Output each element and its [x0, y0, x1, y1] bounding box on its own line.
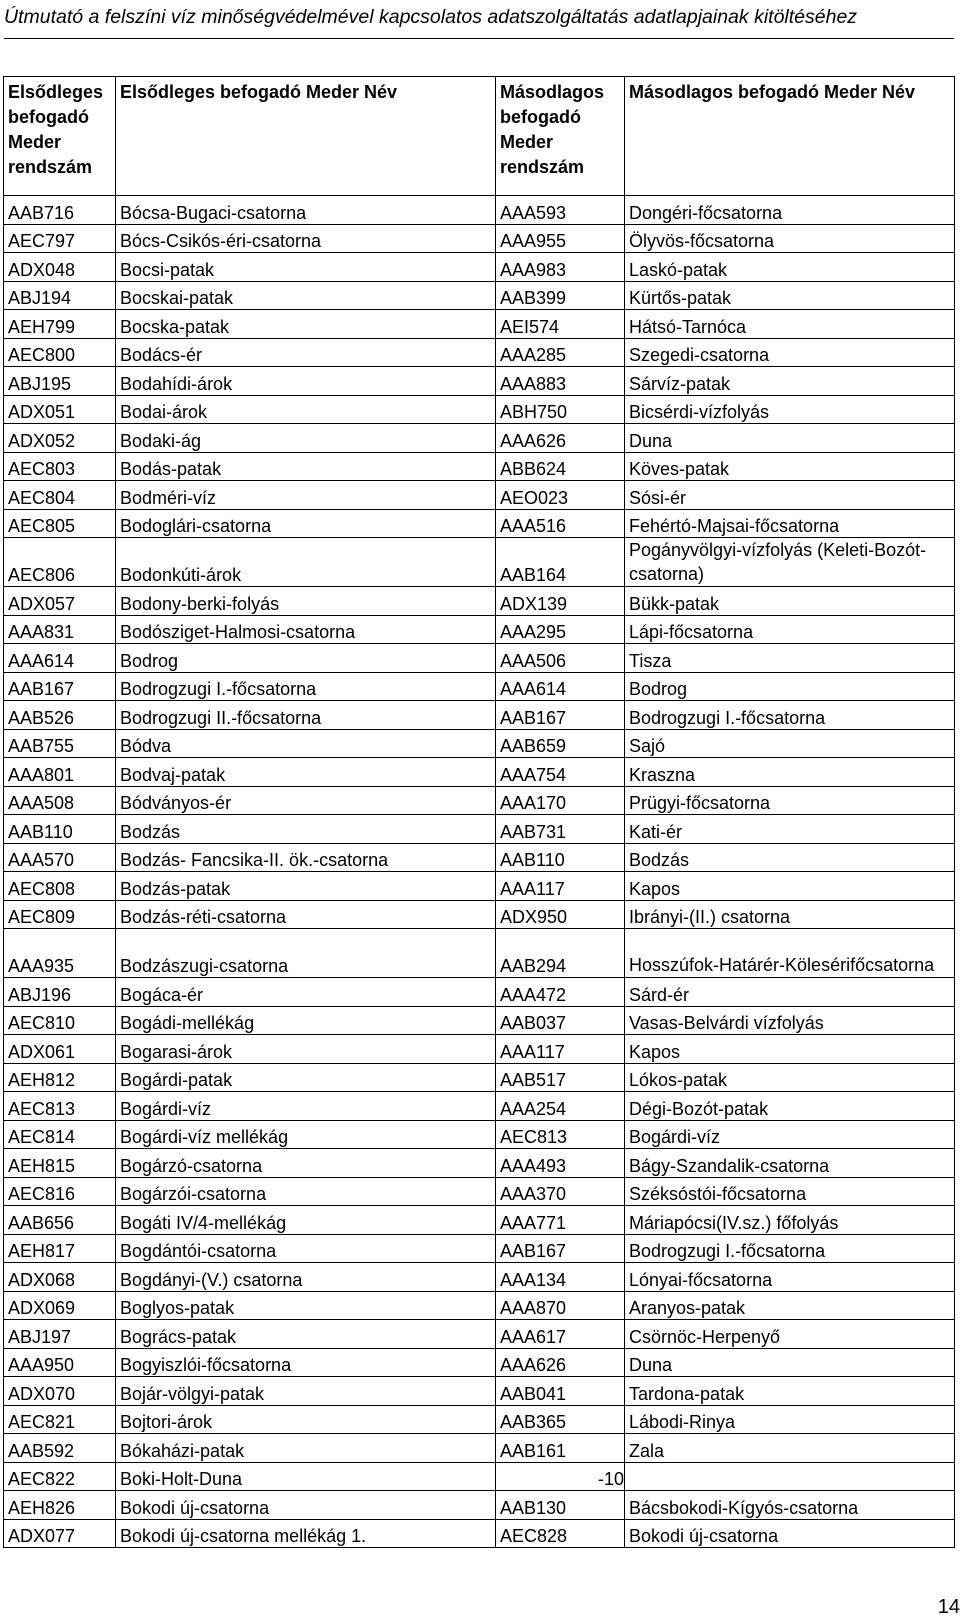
- primary-name-cell: Bodzás-réti-csatorna: [116, 900, 496, 929]
- secondary-code-cell: AEI574: [496, 310, 625, 339]
- secondary-name-cell: Prügyi-főcsatorna: [625, 786, 955, 815]
- primary-code-cell: AEC797: [4, 224, 116, 253]
- primary-code-cell: ABJ195: [4, 367, 116, 396]
- primary-name-cell: Bojtori-árok: [116, 1405, 496, 1434]
- primary-name-cell: Boki-Holt-Duna: [116, 1462, 496, 1491]
- table-row: [4, 1405, 955, 1434]
- primary-name-cell: Bodméri-víz: [116, 481, 496, 510]
- secondary-name-cell: Kraszna: [625, 758, 955, 787]
- table-row: [4, 338, 955, 367]
- secondary-code-cell: AAA771: [496, 1206, 625, 1235]
- secondary-name-cell: Lókos-patak: [625, 1063, 955, 1092]
- primary-name-cell: Bogádi-mellékág: [116, 1006, 496, 1035]
- primary-name-cell: Bódva: [116, 729, 496, 758]
- table-row: [4, 1063, 955, 1092]
- secondary-name-cell: Bodrogzugi I.-főcsatorna: [625, 1234, 955, 1263]
- table-row: [4, 452, 955, 481]
- secondary-code-cell: AAA472: [496, 978, 625, 1007]
- primary-code-cell: ABJ194: [4, 281, 116, 310]
- primary-code-cell: AEH799: [4, 310, 116, 339]
- primary-name-cell: Bogáti IV/4-mellékág: [116, 1206, 496, 1235]
- secondary-name-cell: Hosszúfok-Határér-Kölesérifőcsatorna: [625, 929, 955, 978]
- table-row: [4, 1263, 955, 1292]
- table-row: [4, 644, 955, 673]
- table-row: [4, 253, 955, 282]
- primary-name-cell: Bogdányi-(V.) csatorna: [116, 1263, 496, 1292]
- secondary-code-cell: AAA955: [496, 224, 625, 253]
- primary-code-cell: AAA831: [4, 615, 116, 644]
- secondary-code-cell: AAA295: [496, 615, 625, 644]
- secondary-code-cell: AAA506: [496, 644, 625, 673]
- primary-name-cell: Bogdántói-csatorna: [116, 1234, 496, 1263]
- table-row: [4, 900, 955, 929]
- secondary-name-cell: Köves-patak: [625, 452, 955, 481]
- secondary-name-cell: Bodrogzugi I.-főcsatorna: [625, 701, 955, 730]
- primary-name-cell: Bódványos-ér: [116, 786, 496, 815]
- primary-name-cell: Bojár-völgyi-patak: [116, 1377, 496, 1406]
- secondary-name-cell: Sárvíz-patak: [625, 367, 955, 396]
- table-row: [4, 786, 955, 815]
- secondary-name-cell: Tisza: [625, 644, 955, 673]
- secondary-code-cell: AAA626: [496, 424, 625, 453]
- secondary-code-cell: AAB731: [496, 815, 625, 844]
- secondary-code-cell: AEC828: [496, 1519, 625, 1548]
- secondary-name-cell: Duna: [625, 424, 955, 453]
- secondary-code-cell: ADX139: [496, 587, 625, 616]
- primary-name-cell: Bogárzói-csatorna: [116, 1177, 496, 1206]
- table-row: [4, 1377, 955, 1406]
- secondary-code-cell: AAB294: [496, 929, 625, 978]
- table-row: [4, 672, 955, 701]
- table-row: [4, 758, 955, 787]
- secondary-name-cell: Lábodi-Rinya: [625, 1405, 955, 1434]
- primary-name-cell: Bodrogzugi I.-főcsatorna: [116, 672, 496, 701]
- secondary-name-cell: Szegedi-csatorna: [625, 338, 955, 367]
- secondary-code-cell: AAA370: [496, 1177, 625, 1206]
- column-header-primary-code: Elsődleges befogadó Meder rendszám: [4, 77, 116, 196]
- primary-name-cell: Bodrogzugi II.-főcsatorna: [116, 701, 496, 730]
- table-row: [4, 538, 955, 587]
- secondary-code-cell: ABB624: [496, 452, 625, 481]
- primary-name-cell: Bogáca-ér: [116, 978, 496, 1007]
- primary-code-cell: AAB110: [4, 815, 116, 844]
- primary-code-cell: AAB526: [4, 701, 116, 730]
- secondary-name-cell: Laskó-patak: [625, 253, 955, 282]
- primary-name-cell: Bodács-ér: [116, 338, 496, 367]
- table-header-row: [4, 77, 955, 196]
- secondary-code-cell: AEO023: [496, 481, 625, 510]
- secondary-name-cell: Fehértó-Majsai-főcsatorna: [625, 509, 955, 538]
- table-row: [4, 1462, 955, 1491]
- primary-code-cell: AAA801: [4, 758, 116, 787]
- secondary-name-cell: Hátsó-Tarnóca: [625, 310, 955, 339]
- primary-name-cell: Bodzás- Fancsika-II. ök.-csatorna: [116, 843, 496, 872]
- document-header: [4, 4, 954, 39]
- secondary-code-cell: ABH750: [496, 395, 625, 424]
- secondary-name-cell: Máriapócsi(IV.sz.) főfolyás: [625, 1206, 955, 1235]
- table-row: [4, 1177, 955, 1206]
- table-row: [4, 929, 955, 978]
- secondary-name-cell: Sósi-ér: [625, 481, 955, 510]
- primary-name-cell: Bogárdi-víz: [116, 1092, 496, 1121]
- primary-code-cell: ADX048: [4, 253, 116, 282]
- primary-code-cell: AEH812: [4, 1063, 116, 1092]
- primary-code-cell: AEC822: [4, 1462, 116, 1491]
- table-row: [4, 729, 955, 758]
- secondary-code-cell: AAA170: [496, 786, 625, 815]
- secondary-code-cell: AAA593: [496, 196, 625, 225]
- table-row: [4, 872, 955, 901]
- secondary-code-cell: AAB365: [496, 1405, 625, 1434]
- primary-code-cell: AEH817: [4, 1234, 116, 1263]
- secondary-name-cell: Bükk-patak: [625, 587, 955, 616]
- secondary-name-cell: Dégi-Bozót-patak: [625, 1092, 955, 1121]
- secondary-code-cell: AAB161: [496, 1434, 625, 1463]
- secondary-name-cell: Kapos: [625, 1035, 955, 1064]
- table-row: [4, 395, 955, 424]
- secondary-name-cell: Pogányvölgyi-vízfolyás (Keleti-Bozót-csatorna): [625, 538, 955, 587]
- watercourse-table: [3, 76, 955, 1548]
- primary-name-cell: Bogyiszlói-főcsatorna: [116, 1348, 496, 1377]
- primary-name-cell: Bodzászugi-csatorna: [116, 929, 496, 978]
- table-row: [4, 481, 955, 510]
- primary-name-cell: Bodás-patak: [116, 452, 496, 481]
- table-row: [4, 1434, 955, 1463]
- primary-name-cell: Bókaházi-patak: [116, 1434, 496, 1463]
- secondary-code-cell: AAA285: [496, 338, 625, 367]
- primary-name-cell: Bokodi új-csatorna mellékág 1.: [116, 1519, 496, 1548]
- secondary-name-cell: Ölyvös-főcsatorna: [625, 224, 955, 253]
- primary-name-cell: Bogárdi-víz mellékág: [116, 1120, 496, 1149]
- secondary-code-cell: AAA493: [496, 1149, 625, 1178]
- primary-code-cell: ABJ196: [4, 978, 116, 1007]
- secondary-code-cell: AAB037: [496, 1006, 625, 1035]
- primary-code-cell: AAB592: [4, 1434, 116, 1463]
- primary-code-cell: ADX069: [4, 1291, 116, 1320]
- secondary-code-cell: AAA754: [496, 758, 625, 787]
- column-header-primary-name: Elsődleges befogadó Meder Név: [116, 77, 496, 196]
- table-row: [4, 978, 955, 1007]
- primary-code-cell: AAA614: [4, 644, 116, 673]
- secondary-code-cell: AAA117: [496, 1035, 625, 1064]
- primary-code-cell: ADX077: [4, 1519, 116, 1548]
- primary-code-cell: ADX061: [4, 1035, 116, 1064]
- secondary-name-cell: Dongéri-főcsatorna: [625, 196, 955, 225]
- primary-code-cell: ABJ197: [4, 1320, 116, 1349]
- table-row: [4, 1206, 955, 1235]
- primary-name-cell: Bodahídi-árok: [116, 367, 496, 396]
- table-row: [4, 1519, 955, 1548]
- table-row: [4, 843, 955, 872]
- primary-name-cell: Bogarasi-árok: [116, 1035, 496, 1064]
- table-row: [4, 367, 955, 396]
- table-row: [4, 224, 955, 253]
- primary-code-cell: AAA950: [4, 1348, 116, 1377]
- primary-code-cell: AEC804: [4, 481, 116, 510]
- secondary-code-cell: AAA983: [496, 253, 625, 282]
- secondary-code-cell: ADX950: [496, 900, 625, 929]
- secondary-code-cell: AAA883: [496, 367, 625, 396]
- primary-code-cell: AEC805: [4, 509, 116, 538]
- primary-name-cell: Bodvaj-patak: [116, 758, 496, 787]
- table-row: [4, 310, 955, 339]
- primary-code-cell: AEH826: [4, 1491, 116, 1520]
- primary-name-cell: Bodósziget-Halmosi-csatorna: [116, 615, 496, 644]
- primary-name-cell: Bodoglári-csatorna: [116, 509, 496, 538]
- table-row: [4, 1120, 955, 1149]
- secondary-name-cell: Sárd-ér: [625, 978, 955, 1007]
- table-row: [4, 1006, 955, 1035]
- secondary-code-cell: AAA614: [496, 672, 625, 701]
- primary-code-cell: ADX052: [4, 424, 116, 453]
- secondary-code-cell: AAA626: [496, 1348, 625, 1377]
- primary-code-cell: AAA508: [4, 786, 116, 815]
- primary-name-cell: Bodony-berki-folyás: [116, 587, 496, 616]
- secondary-code-cell: AEC813: [496, 1120, 625, 1149]
- page-number: 14: [937, 1596, 960, 1618]
- secondary-name-cell: Bodrog: [625, 672, 955, 701]
- table-row: [4, 1149, 955, 1178]
- table-row: [4, 509, 955, 538]
- table-row: [4, 196, 955, 225]
- secondary-name-cell: Lónyai-főcsatorna: [625, 1263, 955, 1292]
- primary-name-cell: Bodai-árok: [116, 395, 496, 424]
- secondary-code-cell: AAB167: [496, 701, 625, 730]
- secondary-name-cell: Kati-ér: [625, 815, 955, 844]
- table-row: [4, 281, 955, 310]
- primary-name-cell: Bogárdi-patak: [116, 1063, 496, 1092]
- primary-code-cell: ADX051: [4, 395, 116, 424]
- column-header-secondary-name: Másodlagos befogadó Meder Név: [625, 77, 955, 196]
- primary-code-cell: AEC803: [4, 452, 116, 481]
- secondary-name-cell: Duna: [625, 1348, 955, 1377]
- primary-code-cell: ADX068: [4, 1263, 116, 1292]
- secondary-code-cell: AAA254: [496, 1092, 625, 1121]
- secondary-name-cell: Aranyos-patak: [625, 1291, 955, 1320]
- primary-code-cell: AEC806: [4, 538, 116, 587]
- secondary-code-cell: AAA117: [496, 872, 625, 901]
- secondary-name-cell: Vasas-Belvárdi vízfolyás: [625, 1006, 955, 1035]
- secondary-code-cell: AAB041: [496, 1377, 625, 1406]
- primary-name-cell: Bocsi-patak: [116, 253, 496, 282]
- secondary-code-cell: AAA516: [496, 509, 625, 538]
- table-row: [4, 1291, 955, 1320]
- primary-code-cell: AEC813: [4, 1092, 116, 1121]
- secondary-name-cell: Széksóstói-főcsatorna: [625, 1177, 955, 1206]
- secondary-code-cell: AAB110: [496, 843, 625, 872]
- primary-code-cell: AEC816: [4, 1177, 116, 1206]
- primary-name-cell: Bocskai-patak: [116, 281, 496, 310]
- table-row: [4, 1320, 955, 1349]
- table-row: [4, 1348, 955, 1377]
- secondary-code-cell: -10: [496, 1462, 625, 1491]
- secondary-name-cell: Kapos: [625, 872, 955, 901]
- primary-code-cell: AEC808: [4, 872, 116, 901]
- secondary-name-cell: Tardona-patak: [625, 1377, 955, 1406]
- primary-code-cell: ADX070: [4, 1377, 116, 1406]
- document-title: Útmutató a felszíni víz minőségvédelmével kapcsolatos adatszolgáltatás adatlapjainak kitöltéséhez: [4, 6, 858, 28]
- secondary-code-cell: AAB167: [496, 1234, 625, 1263]
- primary-code-cell: AAB167: [4, 672, 116, 701]
- table-row: [4, 1491, 955, 1520]
- secondary-code-cell: AAA870: [496, 1291, 625, 1320]
- secondary-name-cell: Bágy-Szandalik-csatorna: [625, 1149, 955, 1178]
- secondary-code-cell: AAB659: [496, 729, 625, 758]
- secondary-code-cell: AAB130: [496, 1491, 625, 1520]
- secondary-name-cell: Bokodi új-csatorna: [625, 1519, 955, 1548]
- primary-code-cell: ADX057: [4, 587, 116, 616]
- table-row: [4, 1092, 955, 1121]
- primary-name-cell: Bodrog: [116, 644, 496, 673]
- secondary-code-cell: AAB399: [496, 281, 625, 310]
- table-body: [4, 196, 955, 1548]
- table-row: [4, 1035, 955, 1064]
- primary-code-cell: AAB656: [4, 1206, 116, 1235]
- secondary-name-cell: Bácsbokodi-Kígyós-csatorna: [625, 1491, 955, 1520]
- secondary-name-cell: Csörnöc-Herpenyő: [625, 1320, 955, 1349]
- primary-code-cell: AEC800: [4, 338, 116, 367]
- primary-name-cell: Bodaki-ág: [116, 424, 496, 453]
- table-row: [4, 1234, 955, 1263]
- primary-name-cell: Bodzás-patak: [116, 872, 496, 901]
- primary-code-cell: AAB755: [4, 729, 116, 758]
- primary-code-cell: AEC810: [4, 1006, 116, 1035]
- secondary-name-cell: Ibrányi-(II.) csatorna: [625, 900, 955, 929]
- secondary-name-cell: Sajó: [625, 729, 955, 758]
- primary-code-cell: AAA935: [4, 929, 116, 978]
- secondary-code-cell: AAA617: [496, 1320, 625, 1349]
- secondary-name-cell: Zala: [625, 1434, 955, 1463]
- secondary-code-cell: AAB164: [496, 538, 625, 587]
- primary-code-cell: AEC821: [4, 1405, 116, 1434]
- primary-code-cell: AEC809: [4, 900, 116, 929]
- secondary-name-cell: Bogárdi-víz: [625, 1120, 955, 1149]
- table-row: [4, 424, 955, 453]
- secondary-code-cell: AAB517: [496, 1063, 625, 1092]
- table-row: [4, 701, 955, 730]
- secondary-code-cell: AAA134: [496, 1263, 625, 1292]
- primary-code-cell: AAA570: [4, 843, 116, 872]
- primary-name-cell: Bogárzó-csatorna: [116, 1149, 496, 1178]
- secondary-name-cell: Lápi-főcsatorna: [625, 615, 955, 644]
- primary-name-cell: Bokodi új-csatorna: [116, 1491, 496, 1520]
- table-row: [4, 815, 955, 844]
- primary-code-cell: AEC814: [4, 1120, 116, 1149]
- column-header-secondary-code: Másodlagos befogadó Meder rendszám: [496, 77, 625, 196]
- secondary-name-cell: Kürtős-patak: [625, 281, 955, 310]
- primary-name-cell: Boglyos-patak: [116, 1291, 496, 1320]
- primary-name-cell: Bócsa-Bugaci-csatorna: [116, 196, 496, 225]
- secondary-name-cell: [625, 1462, 955, 1491]
- table-row: [4, 615, 955, 644]
- primary-code-cell: AAB716: [4, 196, 116, 225]
- primary-code-cell: AEH815: [4, 1149, 116, 1178]
- primary-name-cell: Bócs-Csikós-éri-csatorna: [116, 224, 496, 253]
- primary-name-cell: Bodonkúti-árok: [116, 538, 496, 587]
- secondary-name-cell: Bodzás: [625, 843, 955, 872]
- secondary-name-cell: Bicsérdi-vízfolyás: [625, 395, 955, 424]
- primary-name-cell: Bocska-patak: [116, 310, 496, 339]
- primary-name-cell: Bodzás: [116, 815, 496, 844]
- table-row: [4, 587, 955, 616]
- primary-name-cell: Bogrács-patak: [116, 1320, 496, 1349]
